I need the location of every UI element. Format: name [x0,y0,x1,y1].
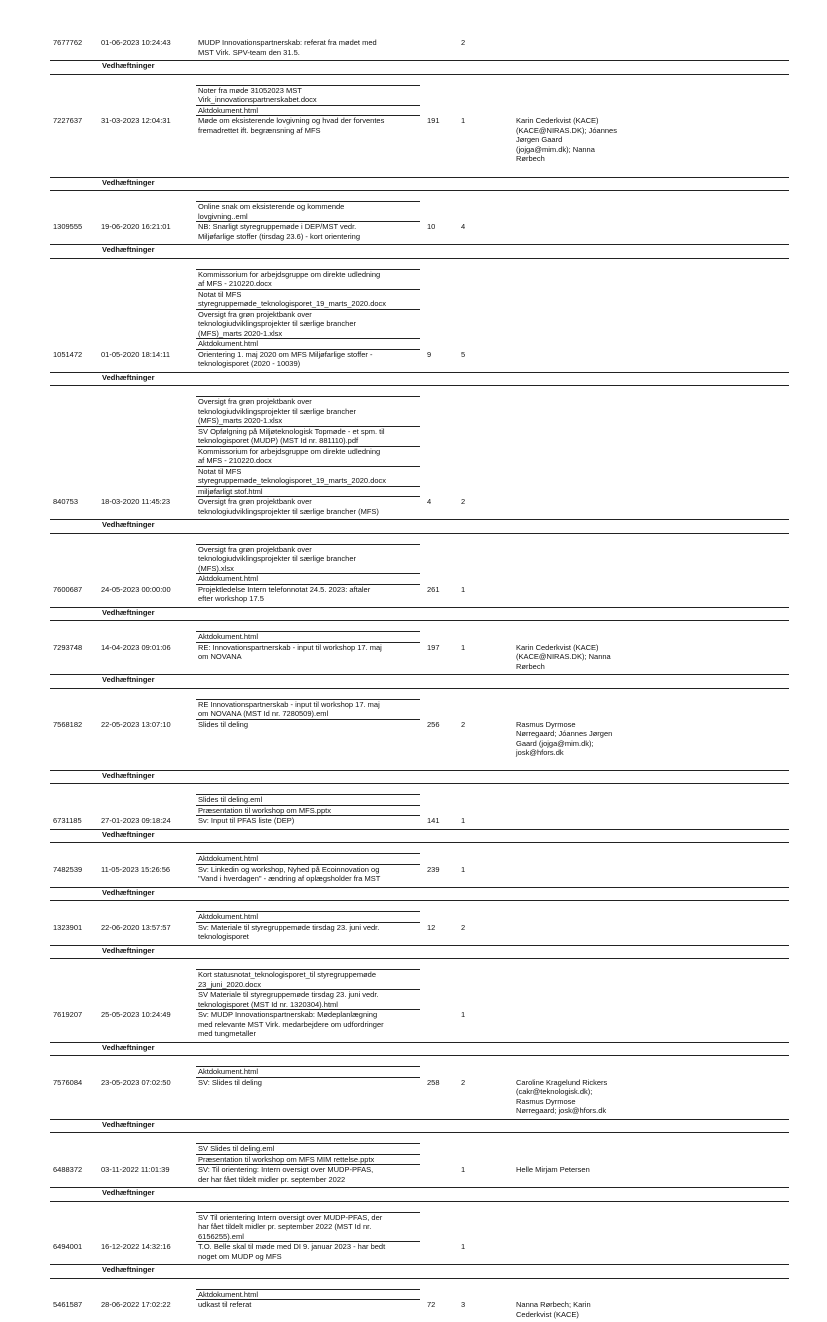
document-date: 23-05-2023 07:02:50 [101,1077,171,1087]
document-title: MUDP Innovationspartnerskab: referat fra mødet med MST Virk. SPV-team den 31.5. [198,38,377,57]
document-date: 28-06-2022 17:02:22 [101,1300,171,1309]
attachment-item[interactable]: Noter fra møde 31052023 MST Virk_innovationspartnerskabet.docx [196,85,420,105]
record-row [50,816,789,829]
attachments-label: Vedhæftninger [102,675,155,684]
attachment-item[interactable]: Aktdokument.html [196,853,420,865]
document-number: 239 [427,864,440,874]
record-row [50,720,789,770]
attachments-label: Vedhæftninger [102,372,155,382]
recipients: Nanna Rørbech; Karin Cederkvist (KACE) [516,1300,591,1319]
document-date: 19-06-2020 16:21:01 [101,222,171,231]
attachment-item[interactable]: Oversigt fra grøn projektbank over teknologiudviklingsprojekter til særlige brancher (MFS).xlsx [196,544,420,574]
attachments-header [50,1264,789,1279]
attachments-header [50,244,789,259]
document-title: udkast til referat [198,1300,252,1309]
document-title: Sv: MUDP Innovationspartnerskab: Mødeplanlægning med relevante MST Virk. medarbejdere om udfordringer med tungmetaller [198,1010,384,1038]
record-row [50,1010,789,1042]
record-row [50,1165,789,1187]
attachment-item[interactable]: Oversigt fra grøn projektbank over teknologiudviklingsprojekter til særlige brancher (MFS)_marts 2020-1.xlsx [196,396,420,426]
document-date: 03-11-2022 11:01:39 [101,1165,170,1174]
document-title: Oversigt fra grøn projektbank over teknologiudviklingsprojekter til særlige brancher (MFS) [198,497,379,516]
attachment-item[interactable]: Kommissorium for arbejdsgruppe om direkte udledning af MFS - 210220.docx [196,446,420,466]
document-number: 256 [427,719,440,729]
document-number: 9 [427,349,432,359]
document-title: Orientering 1. maj 2020 om MFS Miljøfarlige stoffer - teknologisporet (2020 - 10039) [198,349,373,368]
document-record [50,497,789,585]
attachment-item[interactable]: Aktdokument.html [196,1066,420,1078]
document-date: 16-12-2022 14:32:16 [101,1242,171,1251]
attachment-item[interactable]: Aktdokument.html [196,911,420,923]
attachments-header [50,829,789,844]
document-id: 7482539 [53,864,83,874]
document-date: 18-03-2020 11:45:23 [101,497,171,506]
record-row [50,1078,789,1119]
document-record [50,1300,789,1322]
attachments-label: Vedhæftninger [102,1265,155,1274]
attachments-label: Vedhæftninger [102,1042,155,1052]
document-date: 01-06-2023 10:24:43 [101,38,171,47]
attachments-label: Vedhæftninger [102,61,155,70]
document-number: 197 [427,642,440,652]
document-number: 258 [427,1077,440,1087]
attachments-header [50,887,789,902]
record-row [50,923,789,945]
document-title: NB: Snarligt styregruppemøde i DEP/MST vedr. Miljøfarlige stoffer (tirsdag 23.6) - kort orientering [198,222,361,241]
document-date: 22-05-2023 13:07:10 [101,719,171,729]
attachment-count: 3 [461,1300,466,1309]
attachment-item[interactable]: Notat til MFS styregruppemøde_teknologisporet_19_marts_2020.docx [196,466,420,486]
document-id: 7576084 [53,1077,83,1087]
record-row [50,1242,789,1264]
recipients: Karin Cederkvist (KACE) (KACE@NIRAS.DK); Jóannes Jørgen Gaard (jojga@mim.dk); Nanna Rørbech [516,116,617,163]
attachment-item[interactable]: Kort statusnotat_teknologisporet_til styregruppemøde 23_juni_2020.docx [196,969,420,989]
recipients: Helle Mirjam Petersen [516,1165,590,1174]
document-id: 1051472 [53,349,83,359]
document-id: 6731185 [53,816,82,825]
attachment-count: 2 [461,1077,466,1087]
attachment-count: 1 [461,816,466,825]
document-title: Møde om eksisterende lovgivning og hvad der forventes fremadrettet ift. begrænsning af MFS [198,116,385,135]
attachment-count: 1 [461,1165,466,1174]
document-date: 31-03-2023 12:04:31 [101,116,171,125]
document-id: 7227637 [53,116,83,125]
attachment-item[interactable]: Aktdokument.html [196,1289,420,1301]
record-row [50,643,789,675]
attachment-count: 2 [461,922,466,932]
document-date: 27-01-2023 09:18:24 [101,816,171,825]
attachment-count: 1 [461,116,466,125]
attachment-item[interactable]: Aktdokument.html [196,338,420,350]
document-date: 11-05-2023 15:26:56 [101,864,171,874]
recipients: Karin Cederkvist (KACE) (KACE@NIRAS.DK); Nanna Rørbech [516,642,611,671]
attachments-header [50,1119,789,1134]
document-number: 10 [427,222,436,231]
attachments-label: Vedhæftninger [102,607,155,617]
document-number: 4 [427,497,432,506]
attachment-count: 4 [461,222,466,231]
document-record [50,1165,789,1242]
record-row [50,116,789,177]
document-id: 7619207 [53,1010,83,1019]
attachments-header [50,60,789,75]
document-record [50,923,789,1011]
attachment-item[interactable]: Præsentation til workshop om MFS MIM rettelse.pptx [196,1154,420,1166]
attachment-count: 1 [461,584,466,594]
document-record [50,38,789,116]
attachments-header [50,770,789,785]
attachments-label: Vedhæftninger [102,829,155,839]
attachment-count: 1 [461,864,466,874]
attachments-label: Vedhæftninger [102,177,155,187]
attachment-item[interactable]: Kommissorium for arbejdsgruppe om direkte udledning af MFS - 210220.docx [196,269,420,289]
attachment-count: 2 [461,719,466,729]
document-record [50,116,789,222]
attachment-item[interactable]: Præsentation til workshop om MFS.pptx [196,805,420,817]
document-date: 22-06-2020 13:57:57 [101,922,171,932]
attachments-header [50,177,789,192]
document-number: 191 [427,116,440,125]
recipients: Rasmus Dyrmose Nørregaard; Jóannes Jørgen Gaard (jojga@mim.dk); josk@hfors.dk [516,719,613,757]
attachment-item[interactable]: SV Opfølgning på Miljøteknologisk Topmøde - et spm. til teknologisporet (MUDP) (MST Id nr. 881110).pdf [196,426,420,446]
document-record [50,585,789,643]
record-row [50,1300,789,1322]
document-id: 6488372 [53,1165,83,1174]
record-row [50,38,789,60]
record-row [50,585,789,607]
attachments-label: Vedhæftninger [102,245,155,254]
document-number: 12 [427,922,436,932]
document-id: 7600687 [53,584,83,594]
attachment-count: 5 [461,349,466,359]
attachments-header [50,519,789,534]
record-row [50,497,789,519]
attachment-item[interactable]: SV Materiale til styregruppemøde tirsdag 23. juni vedr. teknologisporet (MST Id nr. 1320304).html [196,989,420,1010]
document-title: SV: Til orientering: Intern oversigt over MUDP-PFAS, der har fået tildelt midler pr. september 2022 [198,1165,374,1184]
document-id: 6494001 [53,1242,83,1251]
document-date: 14-04-2023 09:01:06 [101,642,171,652]
attachment-item[interactable]: Notat til MFS styregruppemøde_teknologisporet_19_marts_2020.docx [196,289,420,309]
document-title: T.O. Belle skal til møde med DI 9. januar 2023 - har bedt noget om MUDP og MFS [198,1242,386,1261]
document-title: Sv: Linkedin og workshop, Nyhed på Ecoinnovation og "Vand i hverdagen" - ændring af oplægsholder fra MST [198,864,381,883]
record-row [50,865,789,887]
document-record [50,865,789,923]
attachment-count: 2 [461,497,466,506]
record-row [50,222,789,244]
document-date: 24-05-2023 00:00:00 [101,584,171,594]
attachments-label: Vedhæftninger [102,520,155,529]
document-title: RE: Innovationspartnerskab - input til workshop 17. maj om NOVANA [198,642,382,661]
document-id: 7568182 [53,719,83,729]
records-table [50,38,789,1322]
attachments-header [50,607,789,622]
attachment-count: 1 [461,642,466,652]
document-title: Slides til deling [198,719,249,729]
attachment-item[interactable]: RE Innovationspartnerskab - input til workshop 17. maj om NOVANA (MST Id nr. 7280509).eml [196,699,420,720]
attachments-label: Vedhæftninger [102,887,155,897]
document-record [50,222,789,350]
document-id: 7677762 [53,38,83,47]
attachment-item[interactable]: Aktdokument.html [196,105,420,117]
attachments-label: Vedhæftninger [102,770,155,780]
document-id: 840753 [53,497,79,506]
document-record [50,1010,789,1078]
attachment-item[interactable]: miljøfarligt stof.html [196,486,420,498]
document-title: Projektledelse Intern telefonnotat 24.5. 2023: aftaler efter workshop 17.5 [198,584,371,603]
attachments-header [50,372,789,387]
attachment-item[interactable]: Slides til deling.eml [196,794,420,805]
attachments-label: Vedhæftninger [102,945,155,955]
document-date: 25-05-2023 10:24:49 [101,1010,171,1019]
attachments-header [50,674,789,689]
document-record [50,1242,789,1300]
document-id: 5461587 [53,1300,83,1309]
document-title: SV: Slides til deling [198,1077,262,1087]
attachment-item[interactable]: Oversigt fra grøn projektbank over teknologiudviklingsprojekter til særlige brancher (MFS)_marts 2020-1.xlsx [196,309,420,339]
attachment-item[interactable]: Aktdokument.html [196,573,420,585]
attachments-label: Vedhæftninger [102,1188,155,1197]
attachments-header [50,945,789,960]
document-record [50,1078,789,1166]
document-record [50,350,789,498]
document-title: Sv: Materiale til styregruppemøde tirsdag 23. juni vedr. teknologisporet [198,922,380,941]
attachment-item[interactable]: SV Til orientering Intern oversigt over MUDP-PFAS, der har fået tildelt midler pr. september 2022 (MST Id nr. 6156255).eml [196,1212,420,1243]
document-number: 72 [427,1300,436,1309]
document-id: 7293748 [53,642,83,652]
attachment-item[interactable]: Aktdokument.html [196,631,420,643]
document-id: 1323901 [53,922,83,932]
document-number: 141 [427,816,440,825]
attachments-header [50,1187,789,1202]
attachment-item[interactable]: SV Slides til deling.eml [196,1143,420,1154]
document-number: 261 [427,584,440,594]
document-id: 1309555 [53,222,83,231]
document-record [50,643,789,720]
document-date: 01-05-2020 18:14:11 [101,349,171,359]
attachment-item[interactable]: Online snak om eksisterende og kommende lovgivning..eml [196,201,420,222]
attachments-label: Vedhæftninger [102,1119,155,1129]
attachment-count: 1 [461,1242,466,1251]
record-row [50,350,789,372]
attachment-count: 1 [461,1010,466,1019]
document-record [50,816,789,865]
document-title: Sv: Input til PFAS liste (DEP) [198,816,295,825]
attachments-header [50,1042,789,1057]
document-record [50,720,789,817]
attachment-count: 2 [461,38,466,47]
recipients: Caroline Kragelund Rickers (cakr@teknologisk.dk); Rasmus Dyrmose Nørregaard; josk@hfors.dk [516,1077,608,1115]
